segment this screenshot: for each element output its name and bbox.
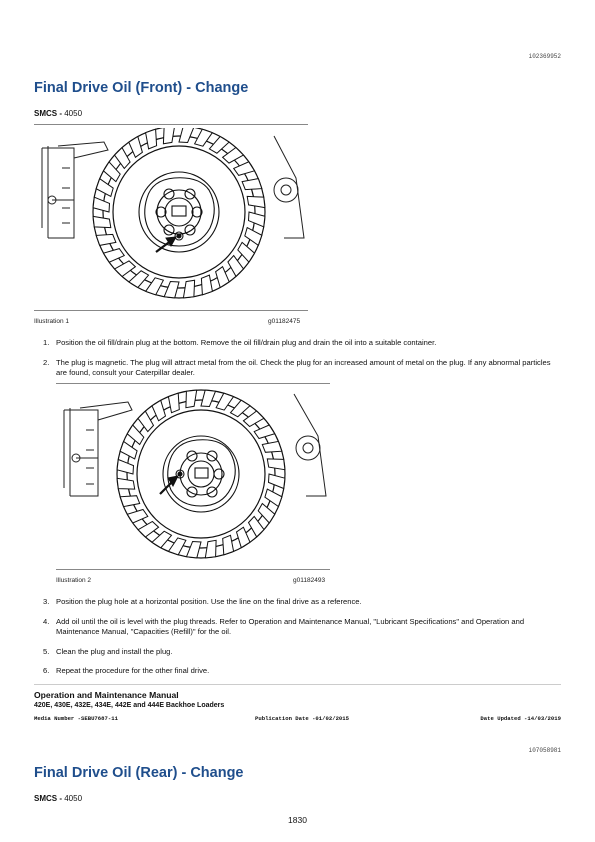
step-text: Clean the plug and install the plug. bbox=[56, 647, 173, 656]
smcs-line bbox=[34, 794, 82, 803]
illustration-1-label: Illustration 1 bbox=[34, 318, 70, 325]
illustration-2-label: Illustration 2 bbox=[56, 577, 92, 584]
step-text: The plug is magnetic. The plug will attract metal from the oil. Check the plug for an increased amount of metal on the plug. If any abnormal particles are found, consult your Caterpillar dealer. bbox=[56, 358, 551, 377]
list-item bbox=[43, 338, 563, 350]
document-id: i07058981 bbox=[528, 747, 561, 754]
footer-media-number: Media Number -SEBU7687-11 bbox=[34, 715, 118, 722]
footer-manual-title: Operation and Maintenance Manual bbox=[34, 690, 179, 700]
list-item bbox=[43, 597, 563, 609]
step-text: Position the oil fill/drain plug at the bottom. Remove the oil fill/drain plug and drain the oil into a suitable container. bbox=[56, 338, 437, 347]
step-number: 5. bbox=[43, 647, 50, 656]
step-text: Add oil until the oil is level with the plug threads. Refer to Operation and Maintenance Manual, "Lubricant Specifications" and Operation and Maintenance Manual, "Capacities (Refill)" for the oil. bbox=[56, 617, 525, 636]
divider bbox=[34, 124, 308, 125]
illustration-1-image bbox=[34, 128, 308, 308]
step-number: 6. bbox=[43, 666, 50, 675]
list-item bbox=[43, 647, 563, 659]
footer-models: 420E, 430E, 432E, 434E, 442E and 444E Backhoe Loaders bbox=[34, 702, 225, 709]
step-text: Position the plug hole at a horizontal position. Use the line on the final drive as a reference. bbox=[56, 597, 362, 606]
step-text: Repeat the procedure for the other final drive. bbox=[56, 666, 210, 675]
footer-date-updated: Date Updated -14/03/2019 bbox=[480, 715, 561, 722]
divider bbox=[56, 569, 330, 570]
footer-divider bbox=[34, 684, 561, 685]
list-item bbox=[43, 666, 563, 678]
step-number: 1. bbox=[43, 338, 50, 347]
smcs-code: 4050 bbox=[64, 109, 83, 118]
illustration-2-image bbox=[56, 388, 330, 566]
list-item bbox=[43, 617, 563, 639]
illustration-1-code: g01182475 bbox=[268, 318, 301, 325]
divider bbox=[34, 310, 308, 311]
section-title: Final Drive Oil (Rear) - Change bbox=[34, 765, 244, 781]
smcs-line bbox=[34, 109, 82, 118]
illustration-2-code: g01182493 bbox=[293, 577, 326, 584]
page-number: 1830 bbox=[288, 815, 307, 825]
step-number: 4. bbox=[43, 617, 50, 626]
divider bbox=[56, 383, 330, 384]
smcs-label: SMCS - bbox=[34, 794, 65, 803]
section-title: Final Drive Oil (Front) - Change bbox=[34, 80, 249, 96]
document-id: i02369952 bbox=[528, 53, 561, 60]
smcs-label: SMCS - bbox=[34, 109, 65, 118]
list-item bbox=[43, 358, 563, 380]
smcs-code: 4050 bbox=[64, 794, 83, 803]
footer-publication-date: Publication Date -01/02/2015 bbox=[255, 715, 349, 722]
step-number: 3. bbox=[43, 597, 50, 606]
step-number: 2. bbox=[43, 358, 50, 367]
